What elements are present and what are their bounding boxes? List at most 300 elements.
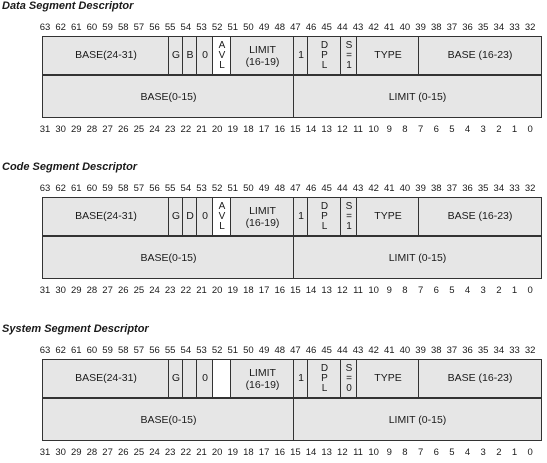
bit-number: 0 <box>527 447 533 458</box>
bit-number: 24 <box>149 447 160 458</box>
bit-number: 46 <box>305 183 317 194</box>
bit-number: 42 <box>368 183 379 194</box>
bit-number: 57 <box>133 345 145 356</box>
descriptor-layout <box>42 359 542 441</box>
field-label: 1 <box>298 372 304 384</box>
limit-0-15-field: LIMIT (0-15) <box>388 413 447 426</box>
bit-number: 32 <box>524 345 536 356</box>
bit-number: 17 <box>258 124 270 135</box>
field-divider <box>230 37 231 74</box>
field-divider <box>356 37 357 74</box>
bit-number: 18 <box>243 447 254 458</box>
bit-number: 46 <box>305 22 317 33</box>
label-line: S <box>345 362 353 374</box>
bit-number: 20 <box>211 285 223 296</box>
field-divider <box>212 37 213 74</box>
bit-number: 36 <box>462 345 473 356</box>
field-divider <box>356 360 357 397</box>
bit-number: 53 <box>196 22 207 33</box>
bit-number: 40 <box>399 345 411 356</box>
bit-number: 51 <box>227 183 239 194</box>
bit-number: 41 <box>384 345 395 356</box>
label-line: V <box>218 210 226 222</box>
bit-number: 20 <box>211 447 223 458</box>
field-divider <box>212 198 213 235</box>
bit-number: 62 <box>55 183 66 194</box>
bit-number: 14 <box>305 447 317 458</box>
bit-number: 49 <box>258 22 270 33</box>
bit-number: 48 <box>274 183 286 194</box>
field-label: BASE(24-31) <box>75 210 137 222</box>
base-16-23-field <box>419 360 541 397</box>
field-label: BASE (16-23) <box>447 210 513 222</box>
bit-number: 18 <box>243 285 254 296</box>
bit-number: 25 <box>133 447 145 458</box>
stacked-label <box>246 198 280 235</box>
bit-number: 22 <box>180 285 192 296</box>
bit-number: 31 <box>39 285 51 296</box>
bit-number: 47 <box>290 183 301 194</box>
bit-number: 15 <box>290 447 301 458</box>
field-label: D <box>186 210 194 222</box>
bit-number: 17 <box>258 447 270 458</box>
label-line: L <box>321 59 328 71</box>
bit-number: 8 <box>402 447 408 458</box>
dpl-field <box>308 360 341 397</box>
segment-descriptor <box>0 323 547 463</box>
bit-number: 30 <box>55 447 66 458</box>
bit-number: 57 <box>133 22 145 33</box>
bit-number: 16 <box>274 124 286 135</box>
bit-number: 14 <box>305 285 317 296</box>
base-24-31-field <box>43 360 169 397</box>
descriptor-layout <box>42 197 542 279</box>
field-divider <box>418 198 419 235</box>
label-line: 1 <box>346 59 352 71</box>
bit-number: 39 <box>415 183 426 194</box>
bit-number: 45 <box>321 183 332 194</box>
label-line: P <box>321 49 328 61</box>
field-label: 0 <box>202 372 208 384</box>
bit-number: 54 <box>180 22 192 33</box>
bit-number: 35 <box>477 345 489 356</box>
bit-number: 45 <box>321 22 332 33</box>
bit-number: 43 <box>352 183 364 194</box>
bit-number: 1 <box>511 447 518 458</box>
stacked-label <box>246 360 280 397</box>
bit-number: 40 <box>399 183 411 194</box>
base-24-31-field <box>43 37 169 74</box>
bit-number: 34 <box>493 22 505 33</box>
field-divider <box>168 360 169 397</box>
bit-number: 7 <box>417 285 424 296</box>
descriptor-layout <box>42 36 542 118</box>
bit-number: 27 <box>102 285 113 296</box>
field-divider <box>212 360 213 397</box>
bit-number: 43 <box>352 345 364 356</box>
bit-number: 12 <box>337 447 348 458</box>
bit-number: 25 <box>133 285 145 296</box>
bit-number: 9 <box>386 447 392 458</box>
bit-number: 50 <box>243 345 254 356</box>
bit-number: 30 <box>55 285 66 296</box>
type-field <box>357 37 419 74</box>
segment-descriptor <box>0 161 547 301</box>
bit-number: 63 <box>39 345 51 356</box>
bit-number: 55 <box>164 22 176 33</box>
label-line: S <box>345 200 353 212</box>
present-field <box>294 198 308 235</box>
bit-number: 26 <box>117 285 129 296</box>
bit-number: 34 <box>493 183 505 194</box>
bit-number: 57 <box>133 183 145 194</box>
base-0-15-field: BASE(0-15) <box>140 251 197 264</box>
bit-number: 44 <box>337 22 348 33</box>
stacked-label <box>346 37 353 74</box>
label-line: V <box>218 49 226 61</box>
bit-number: 4 <box>464 285 471 296</box>
bit-number: 47 <box>290 22 301 33</box>
bit-number: 12 <box>337 285 348 296</box>
field-divider <box>418 360 419 397</box>
bit-number: 11 <box>353 285 363 296</box>
descriptor-title: System Segment Descriptor <box>2 323 149 335</box>
bit-number: 23 <box>164 447 176 458</box>
bit-number: 61 <box>71 183 82 194</box>
bit-number: 16 <box>274 447 286 458</box>
stacked-label <box>219 37 226 74</box>
limit-16-19-field <box>231 360 294 397</box>
field-label: TYPE <box>374 210 402 222</box>
avl-field <box>213 198 231 235</box>
bit-number: 50 <box>243 183 254 194</box>
bit-number: 37 <box>446 183 458 194</box>
bit-number: 2 <box>496 447 502 458</box>
bit-number: 52 <box>211 22 223 33</box>
bit-number: 42 <box>368 345 379 356</box>
field-divider <box>293 198 294 235</box>
bit-number: 6 <box>433 285 439 296</box>
type-field <box>357 198 419 235</box>
granularity-field <box>169 37 183 74</box>
bit-number: 50 <box>243 22 254 33</box>
bit-number: 25 <box>133 124 145 135</box>
bit-number: 3 <box>480 447 486 458</box>
bit-number: 8 <box>402 124 408 135</box>
bit-number: 49 <box>258 183 270 194</box>
field-divider <box>356 198 357 235</box>
stacked-label <box>321 198 328 235</box>
upper-dword <box>43 37 541 76</box>
base-24-31-field <box>43 198 169 235</box>
bit-number: 53 <box>196 345 207 356</box>
field-divider <box>307 37 308 74</box>
field-divider <box>293 360 294 397</box>
label-line: LIMIT <box>249 366 276 379</box>
base-16-23-field <box>419 37 541 74</box>
bit-number: 39 <box>415 22 426 33</box>
bit-number: 28 <box>86 124 98 135</box>
present-field <box>294 360 308 397</box>
bit-number: 21 <box>196 124 207 135</box>
bit-number: 10 <box>368 124 379 135</box>
bit-number: 23 <box>164 124 176 135</box>
label-line: A <box>218 200 226 212</box>
bit-number: 61 <box>71 22 82 33</box>
field-divider <box>168 37 169 74</box>
bit-number: 55 <box>164 183 176 194</box>
field-divider <box>293 399 294 440</box>
field-label: TYPE <box>374 372 402 384</box>
stacked-label <box>346 360 353 397</box>
field-divider <box>293 237 294 278</box>
bit-number: 5 <box>449 447 455 458</box>
bit-number: 44 <box>337 183 348 194</box>
bit-number: 12 <box>337 124 348 135</box>
bit-number: 26 <box>117 124 129 135</box>
bit-number: 42 <box>368 22 379 33</box>
field-divider <box>182 37 183 74</box>
db-flag-field <box>183 198 197 235</box>
bit-number: 60 <box>86 183 98 194</box>
bit-number: 6 <box>433 124 439 135</box>
bit-number: 33 <box>509 345 520 356</box>
bit-number: 58 <box>117 345 129 356</box>
low-bit-numbers <box>40 285 544 297</box>
stacked-label <box>246 37 280 74</box>
bit-number: 31 <box>39 124 51 135</box>
label-line: 0 <box>346 382 352 394</box>
field-divider <box>293 37 294 74</box>
bit-number: 52 <box>211 183 223 194</box>
bit-number: 36 <box>462 22 473 33</box>
label-line: L <box>321 220 328 232</box>
bit-number: 26 <box>117 447 129 458</box>
bit-number: 51 <box>227 22 239 33</box>
field-label: 0 <box>202 210 208 222</box>
bit-number: 3 <box>480 124 486 135</box>
reserved-zero-field <box>197 198 213 235</box>
bit-number: 11 <box>353 447 363 458</box>
bit-number: 33 <box>509 22 520 33</box>
bit-number: 52 <box>211 345 223 356</box>
stacked-label <box>219 198 226 235</box>
low-bit-numbers <box>40 124 544 136</box>
label-line: A <box>218 39 226 51</box>
label-line: P <box>321 372 328 384</box>
bit-number: 11 <box>353 124 363 135</box>
upper-dword <box>43 198 541 237</box>
reserved-zero-field <box>197 360 213 397</box>
label-line: (16-19) <box>245 55 280 68</box>
field-label: 1 <box>298 210 304 222</box>
bit-number: 32 <box>524 183 536 194</box>
bit-number: 59 <box>102 183 113 194</box>
bit-number: 45 <box>321 345 332 356</box>
label-line: P <box>321 210 328 222</box>
bit-number: 54 <box>180 345 192 356</box>
bit-number: 27 <box>102 447 113 458</box>
bit-number: 10 <box>368 285 379 296</box>
segment-descriptor <box>0 0 547 140</box>
bit-number: 15 <box>290 285 301 296</box>
label-line: L <box>219 220 225 232</box>
bit-number: 9 <box>386 285 392 296</box>
bit-number: 13 <box>321 447 332 458</box>
bit-number: 59 <box>102 22 113 33</box>
bit-number: 41 <box>384 22 395 33</box>
granularity-field <box>169 360 183 397</box>
bit-number: 49 <box>258 345 270 356</box>
label-line: L <box>219 59 225 71</box>
stacked-label <box>346 198 353 235</box>
bit-number: 38 <box>430 183 442 194</box>
field-divider <box>168 198 169 235</box>
avl-field <box>213 360 231 397</box>
bit-number: 21 <box>196 447 207 458</box>
base-16-23-field <box>419 198 541 235</box>
bit-number: 36 <box>462 183 473 194</box>
bit-number: 18 <box>243 124 254 135</box>
label-line: (16-19) <box>245 216 280 229</box>
descriptor-title: Data Segment Descriptor <box>2 0 134 12</box>
bit-number: 31 <box>39 447 51 458</box>
bit-number: 59 <box>102 345 113 356</box>
field-label: B <box>186 49 194 61</box>
label-line: D <box>320 39 329 51</box>
field-label: TYPE <box>374 49 402 61</box>
descriptor-title: Code Segment Descriptor <box>2 161 138 173</box>
bit-number: 62 <box>55 22 66 33</box>
bit-number: 38 <box>430 22 442 33</box>
bit-number: 22 <box>180 447 192 458</box>
field-divider <box>293 76 294 117</box>
bit-number: 37 <box>446 345 458 356</box>
upper-dword <box>43 360 541 399</box>
field-divider <box>196 198 197 235</box>
bit-number: 1 <box>511 285 518 296</box>
bit-number: 4 <box>464 124 471 135</box>
present-field <box>294 37 308 74</box>
base-0-15-field: BASE(0-15) <box>140 90 197 103</box>
bit-number: 29 <box>71 285 82 296</box>
label-line: LIMIT <box>249 43 276 56</box>
bit-number: 60 <box>86 345 98 356</box>
bit-number: 7 <box>417 447 424 458</box>
bit-number: 34 <box>493 345 505 356</box>
bit-number: 62 <box>55 345 66 356</box>
stacked-label <box>321 37 328 74</box>
bit-number: 0 <box>527 285 533 296</box>
field-divider <box>182 360 183 397</box>
limit-0-15-field: LIMIT (0-15) <box>388 90 447 103</box>
bit-number: 58 <box>117 183 129 194</box>
bit-number: 35 <box>477 183 489 194</box>
field-label: BASE (16-23) <box>447 49 513 61</box>
limit-16-19-field <box>231 37 294 74</box>
bit-number: 30 <box>55 124 66 135</box>
field-divider <box>230 360 231 397</box>
bit-number: 9 <box>386 124 392 135</box>
bit-number: 24 <box>149 124 160 135</box>
bit-number: 5 <box>449 124 455 135</box>
dpl-field <box>308 198 341 235</box>
bit-number: 5 <box>449 285 455 296</box>
label-line: S <box>345 39 353 51</box>
bit-number: 15 <box>290 124 301 135</box>
bit-number: 8 <box>402 285 408 296</box>
field-label: 1 <box>298 49 304 61</box>
label-line: (16-19) <box>245 378 280 391</box>
granularity-field <box>169 198 183 235</box>
bit-number: 28 <box>86 285 98 296</box>
bit-number: 48 <box>274 22 286 33</box>
bit-number: 13 <box>321 285 332 296</box>
reserved-zero-field <box>197 37 213 74</box>
bit-number: 16 <box>274 285 286 296</box>
bit-number: 24 <box>149 285 160 296</box>
bit-number: 14 <box>305 124 317 135</box>
bit-number: 23 <box>164 285 176 296</box>
field-label: G <box>171 372 181 384</box>
bit-number: 0 <box>527 124 533 135</box>
bit-number: 4 <box>464 447 471 458</box>
label-line: LIMIT <box>249 204 276 217</box>
label-line: = <box>346 210 352 222</box>
label-line: = <box>346 49 352 61</box>
field-divider <box>196 37 197 74</box>
bit-number: 53 <box>196 183 207 194</box>
field-label: BASE(24-31) <box>75 49 137 61</box>
bit-number: 32 <box>524 22 536 33</box>
field-divider <box>340 198 341 235</box>
field-divider <box>307 360 308 397</box>
bit-number: 51 <box>227 345 239 356</box>
bit-number: 29 <box>71 124 82 135</box>
bit-number: 63 <box>39 183 51 194</box>
bit-number: 2 <box>496 285 502 296</box>
bit-number: 13 <box>321 124 332 135</box>
bit-number: 44 <box>337 345 348 356</box>
bit-number: 17 <box>258 285 270 296</box>
bit-number: 7 <box>417 124 424 135</box>
bit-number: 37 <box>446 22 458 33</box>
limit-16-19-field <box>231 198 294 235</box>
bit-number: 35 <box>477 22 489 33</box>
bit-number: 27 <box>102 124 113 135</box>
bit-number: 55 <box>164 345 176 356</box>
label-line: 1 <box>346 220 352 232</box>
bit-number: 20 <box>211 124 223 135</box>
bit-number: 6 <box>433 447 439 458</box>
field-divider <box>196 360 197 397</box>
high-bit-numbers <box>40 22 544 34</box>
base-0-15-field: BASE(0-15) <box>140 413 197 426</box>
dpl-field <box>308 37 341 74</box>
db-flag-field <box>183 360 197 397</box>
field-label: BASE(24-31) <box>75 372 137 384</box>
bit-number: 60 <box>86 22 98 33</box>
db-flag-field <box>183 37 197 74</box>
bit-number: 47 <box>290 345 301 356</box>
bit-number: 28 <box>86 447 98 458</box>
field-divider <box>230 198 231 235</box>
label-line: = <box>346 372 352 384</box>
label-line: D <box>320 362 329 374</box>
label-line: D <box>320 200 329 212</box>
field-label: 0 <box>202 49 208 61</box>
bit-number: 29 <box>71 447 82 458</box>
